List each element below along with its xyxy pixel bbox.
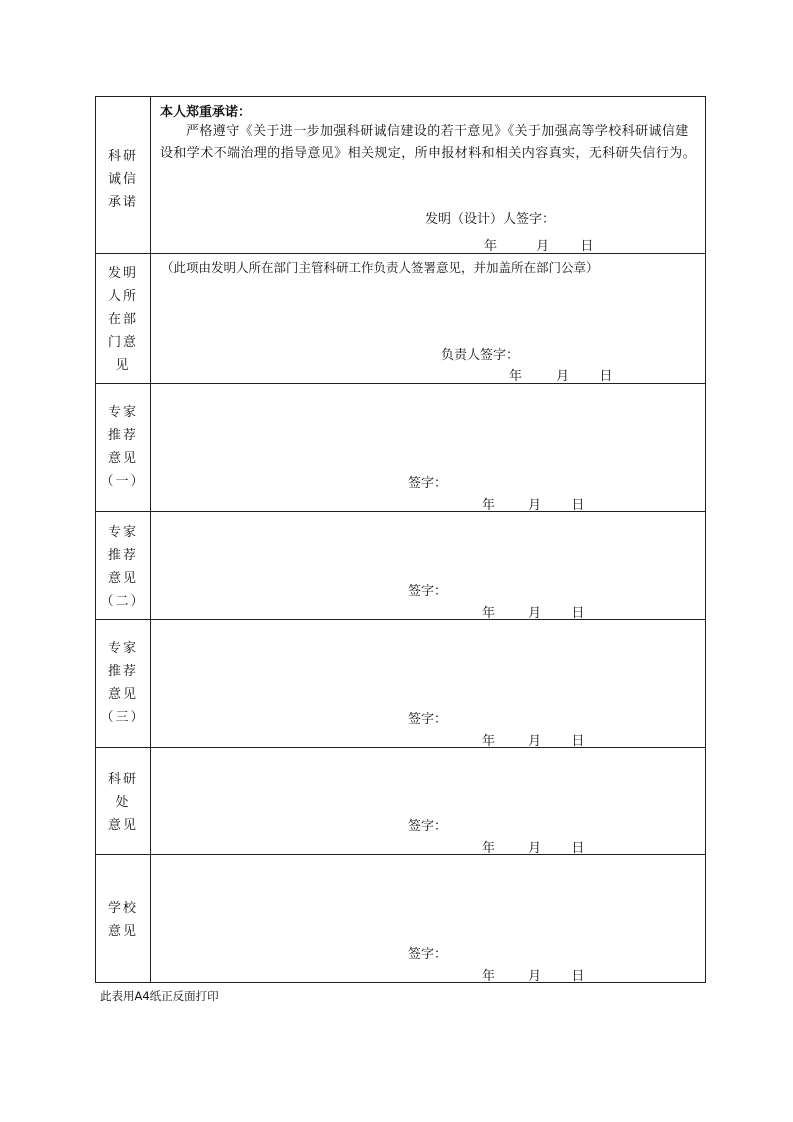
research-office-label: 科研 处 意见 xyxy=(107,772,138,833)
date-month: 月 xyxy=(556,369,570,384)
department-note: （此项由发明人所在部门主管科研工作负责人签署意见，并加盖所在部门公章） xyxy=(161,260,599,275)
department-opinion-content-cell[interactable] xyxy=(151,254,706,384)
leader-signature-label: 负责人签字： xyxy=(441,348,520,363)
expert-1-signature-label: 签字： xyxy=(408,476,448,491)
school-date-row xyxy=(482,965,584,984)
research-office-content-cell[interactable] xyxy=(151,748,706,855)
date-day: 日 xyxy=(599,369,613,384)
date-year: 年 xyxy=(484,239,498,254)
department-opinion-label-cell xyxy=(96,254,151,384)
pledge-title: 本人郑重承诺： xyxy=(160,105,252,120)
expert-3-date-row xyxy=(482,730,584,749)
date-month: 月 xyxy=(528,969,542,984)
integrity-pledge-content-cell[interactable] xyxy=(151,97,706,254)
school-content-cell[interactable] xyxy=(151,855,706,983)
integrity-date-row xyxy=(484,235,593,254)
date-year: 年 xyxy=(509,369,523,384)
expert-opinion-3-content-cell[interactable] xyxy=(151,620,706,748)
date-year: 年 xyxy=(482,498,496,513)
department-date-row xyxy=(509,365,612,384)
date-year: 年 xyxy=(482,969,496,984)
expert-opinion-3-label-cell xyxy=(96,620,151,748)
expert-opinion-3-label: 专家 推荐 意见 （三） xyxy=(100,641,146,725)
department-opinion-label: 发明 人所 在部 门意 见 xyxy=(107,266,138,373)
date-day: 日 xyxy=(571,734,585,749)
research-office-opinion-row xyxy=(96,748,706,855)
school-label: 学校 意见 xyxy=(107,901,138,939)
date-year: 年 xyxy=(482,841,496,856)
date-month: 月 xyxy=(528,734,542,749)
date-day: 日 xyxy=(571,498,585,513)
expert-3-signature-label: 签字： xyxy=(408,712,448,727)
expert-opinion-2-label-cell xyxy=(96,512,151,620)
date-day: 日 xyxy=(571,606,585,621)
expert-opinion-1-row xyxy=(96,384,706,512)
date-year: 年 xyxy=(482,734,496,749)
school-label-cell xyxy=(96,855,151,983)
department-opinion-row xyxy=(96,254,706,384)
school-opinion-row xyxy=(96,855,706,983)
date-month: 月 xyxy=(536,239,550,254)
opinion-form-table xyxy=(95,96,706,983)
date-day: 日 xyxy=(571,841,585,856)
expert-opinion-2-content-cell[interactable] xyxy=(151,512,706,620)
date-month: 月 xyxy=(528,606,542,621)
print-instruction-note: 此表用A4纸正反面打印 xyxy=(100,989,219,1003)
expert-1-date-row xyxy=(482,494,584,513)
expert-2-date-row xyxy=(482,602,584,621)
expert-opinion-1-label-cell xyxy=(96,384,151,512)
expert-opinion-3-row xyxy=(96,620,706,748)
research-office-label-cell xyxy=(96,748,151,855)
date-day: 日 xyxy=(580,239,594,254)
integrity-pledge-row xyxy=(96,97,706,254)
date-month: 月 xyxy=(528,841,542,856)
expert-opinion-1-content-cell[interactable] xyxy=(151,384,706,512)
inventor-signature-label: 发明（设计）人签字： xyxy=(425,212,556,227)
school-signature-label: 签字： xyxy=(408,947,448,962)
integrity-pledge-label: 科研 诚信 承诺 xyxy=(107,149,138,210)
expert-opinion-2-row xyxy=(96,512,706,620)
expert-opinion-1-label: 专家 推荐 意见 （一） xyxy=(100,405,146,489)
research-office-signature-label: 签字： xyxy=(408,819,448,834)
expert-2-signature-label: 签字： xyxy=(408,584,448,599)
research-office-date-row xyxy=(482,837,584,856)
date-day: 日 xyxy=(571,969,585,984)
date-year: 年 xyxy=(482,606,496,621)
date-month: 月 xyxy=(528,498,542,513)
pledge-body: 严格遵守《关于进一步加强科研诚信建设的若干意见》《关于加强高等学校科研诚信建设和学术不端治理的指导意见》相关规定，所申报材料和相关内容真实，无科研失信行为。 xyxy=(160,124,697,161)
integrity-pledge-label-cell xyxy=(96,97,151,254)
expert-opinion-2-label: 专家 推荐 意见 （二） xyxy=(100,525,146,609)
